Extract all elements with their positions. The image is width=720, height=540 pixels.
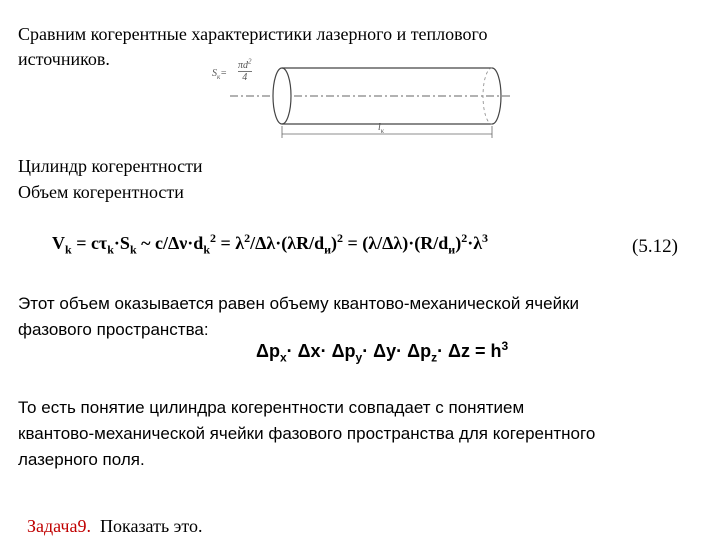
intro-line-1: Сравним когерентные характеристики лазерного и теплового <box>18 24 488 44</box>
intro-line-2: источников. <box>18 49 110 69</box>
equation-number: (5.12) <box>632 236 678 257</box>
task-label: Задача9. <box>27 516 91 536</box>
paragraph-2-line-1: То есть понятие цилиндра когерентности совпадает с понятием <box>18 398 525 417</box>
coherence-volume-equation: $V_k = c\tau_k\cdot S_k$ ~ $c/\Delta\nu\cdot d_k^2 = \lambda^2/\Delta\lambda\cdot(\lambda R/d_и)^2 = (\lambda/\Delta\lambda)\cdot(R/d_и)^2\cdot\lambda^3$ <box>52 231 489 257</box>
area-formula: $\pi d^2$ 4 <box>238 57 252 83</box>
length-label: $l_к$ <box>378 122 385 135</box>
coherence-cylinder-figure <box>210 57 510 140</box>
phase-space-equation: $\Delta p_x\cdot \Delta x\cdot \Delta p_y\cdot \Delta y\cdot \Delta p_z\cdot \Delta z = h^3$ <box>256 339 509 365</box>
cylinder-label: Цилиндр когерентности <box>18 156 203 176</box>
paragraph-2-line-2: квантово-механической ячейки фазового пространства для когерентного <box>18 424 596 443</box>
paragraph-1-line-2: фазового пространства: <box>18 320 209 339</box>
area-label: $S_к=$ <box>212 68 228 81</box>
paragraph-1-line-1: Этот объем оказывается равен объему квантово-механической ячейки <box>18 294 579 313</box>
task-text: Показать это. <box>90 516 203 536</box>
volume-label: Объем когерентности <box>18 182 184 202</box>
paragraph-2-line-3: лазерного поля. <box>18 450 145 469</box>
task-line <box>18 489 203 539</box>
cylinder-drawing <box>210 57 510 140</box>
